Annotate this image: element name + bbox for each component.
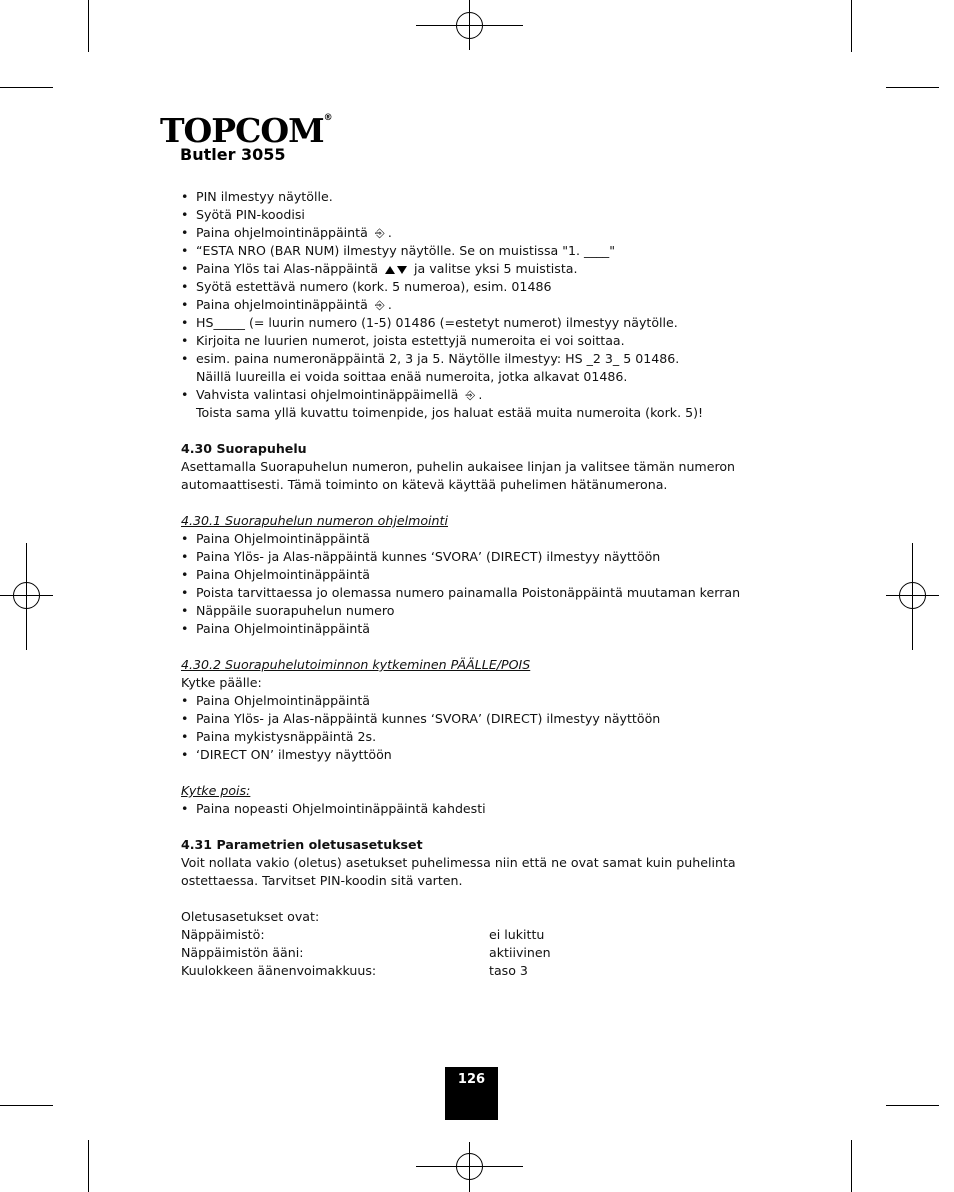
crop-mark (88, 1140, 89, 1192)
section-heading-4-31: 4.31 Parametrien oletusasetukset (181, 837, 423, 852)
defaults-value: ei lukittu (489, 927, 545, 942)
defaults-value: aktiivinen (489, 945, 551, 960)
section-heading-4-30-2: 4.30.2 Suorapuhelutoiminnon kytkeminen PÄÄLLE/POIS (181, 657, 531, 672)
list-item: • Paina ohjelmointinäppäintä ⎆ . (181, 224, 771, 242)
defaults-value: taso 3 (489, 963, 528, 978)
list-item: • Syötä estettävä numero (kork. 5 numeroa), esim. 01486 (181, 278, 771, 296)
defaults-row (181, 944, 771, 962)
defaults-row (181, 962, 771, 980)
crop-mark (0, 87, 53, 88)
list-item: • Syötä PIN-koodisi (181, 206, 771, 224)
section-text: Asettamalla Suorapuhelun numeron, puhelin aukaisee linjan ja valitsee tämän numeron (181, 459, 736, 474)
section-text: Kytke päälle: (181, 675, 262, 690)
list-item: • Paina Ohjelmointinäppäintä (181, 620, 771, 638)
registration-circle (456, 1153, 483, 1180)
registration-circle (456, 12, 483, 39)
list-item: • Paina mykistysnäppäintä 2s. (181, 728, 771, 746)
list-item: • Vahvista valintasi ohjelmointinäppäimellä ⎆ . Toista sama yllä kuvattu toimenpide, jos haluat estää muita numeroita (kork. 5)! (181, 386, 771, 422)
up-down-keys-icon (382, 260, 410, 278)
list-item: • Paina Ylös- ja Alas-näppäintä kunnes ‘SVORA’ (DIRECT) ilmestyy näyttöön (181, 710, 771, 728)
list-item: • esim. paina numeronäppäintä 2, 3 ja 5. Näytölle ilmestyy: HS _2 3_ 5 01486. Näillä luureilla ei voida soittaa enää numeroita, jotka alkavat 01486. (181, 350, 771, 386)
section-text: ostettaessa. Tarvitset PIN-koodin sitä varten. (181, 873, 463, 888)
direct-call-off-list (181, 800, 771, 818)
model-title: Butler 3055 (180, 145, 286, 164)
list-item: • Paina Ohjelmointinäppäintä (181, 530, 771, 548)
crop-mark (851, 0, 852, 52)
list-item: • Paina ohjelmointinäppäintä ⎆ . (181, 296, 771, 314)
page-content (181, 188, 771, 980)
list-item: • Paina Ylös tai Alas-näppäintä ja valitse yksi 5 muistista. (181, 260, 771, 278)
program-key-icon: ⎆ (375, 226, 385, 240)
list-item: • Paina nopeasti Ohjelmointinäppäintä kahdesti (181, 800, 771, 818)
defaults-row (181, 926, 771, 944)
section-text: Voit nollata vakio (oletus) asetukset puhelimessa niin että ne ovat samat kuin puhelinta (181, 855, 736, 870)
topcom-logo: TOPCOM® (160, 111, 332, 150)
list-item: • Poista tarvittaessa jo olemassa numero painamalla Poistonäppäintä muutaman kerran (181, 584, 771, 602)
list-item: • “ESTA NRO (BAR NUM) ilmestyy näytölle. Se on muistissa "1. ____" (181, 242, 771, 260)
crop-mark (886, 1105, 939, 1106)
registration-circle (13, 582, 40, 609)
defaults-key: Näppäimistö: (181, 927, 265, 942)
list-item: • Paina Ohjelmointinäppäintä (181, 692, 771, 710)
program-key-icon: ⎆ (375, 298, 385, 312)
list-item: • ‘DIRECT ON’ ilmestyy näyttöön (181, 746, 771, 764)
list-item: • Näppäile suorapuhelun numero (181, 602, 771, 620)
section-heading-4-30: 4.30 Suorapuhelu (181, 441, 307, 456)
list-item: • PIN ilmestyy näytölle. (181, 188, 771, 206)
defaults-key: Kuulokkeen äänenvoimakkuus: (181, 963, 377, 978)
registration-circle (899, 582, 926, 609)
list-item: • HS_____ (= luurin numero (1-5) 01486 (=estetyt numerot) ilmestyy näytölle. (181, 314, 771, 332)
defaults-title: Oletusasetukset ovat: (181, 909, 320, 924)
pin-steps-list (181, 188, 771, 422)
list-item: • Paina Ylös- ja Alas-näppäintä kunnes ‘SVORA’ (DIRECT) ilmestyy näyttöön (181, 548, 771, 566)
crop-mark (88, 0, 89, 52)
defaults-key: Näppäimistön ääni: (181, 945, 304, 960)
crop-mark (0, 1105, 53, 1106)
subheading-turn-off: Kytke pois: (181, 783, 251, 798)
direct-call-programming-list (181, 530, 771, 638)
list-item: • Kirjoita ne luurien numerot, joista estettyjä numeroita ei voi soittaa. (181, 332, 771, 350)
crop-mark (851, 1140, 852, 1192)
list-item: • Paina Ohjelmointinäppäintä (181, 566, 771, 584)
section-text: automaattisesti. Tämä toiminto on kätevä käyttää puhelimen hätänumerona. (181, 477, 668, 492)
crop-mark (886, 87, 939, 88)
direct-call-on-list (181, 692, 771, 764)
program-key-icon: ⎆ (465, 388, 476, 402)
section-heading-4-30-1: 4.30.1 Suorapuhelun numeron ohjelmointi (181, 513, 448, 528)
page-number: 126 (445, 1067, 498, 1120)
